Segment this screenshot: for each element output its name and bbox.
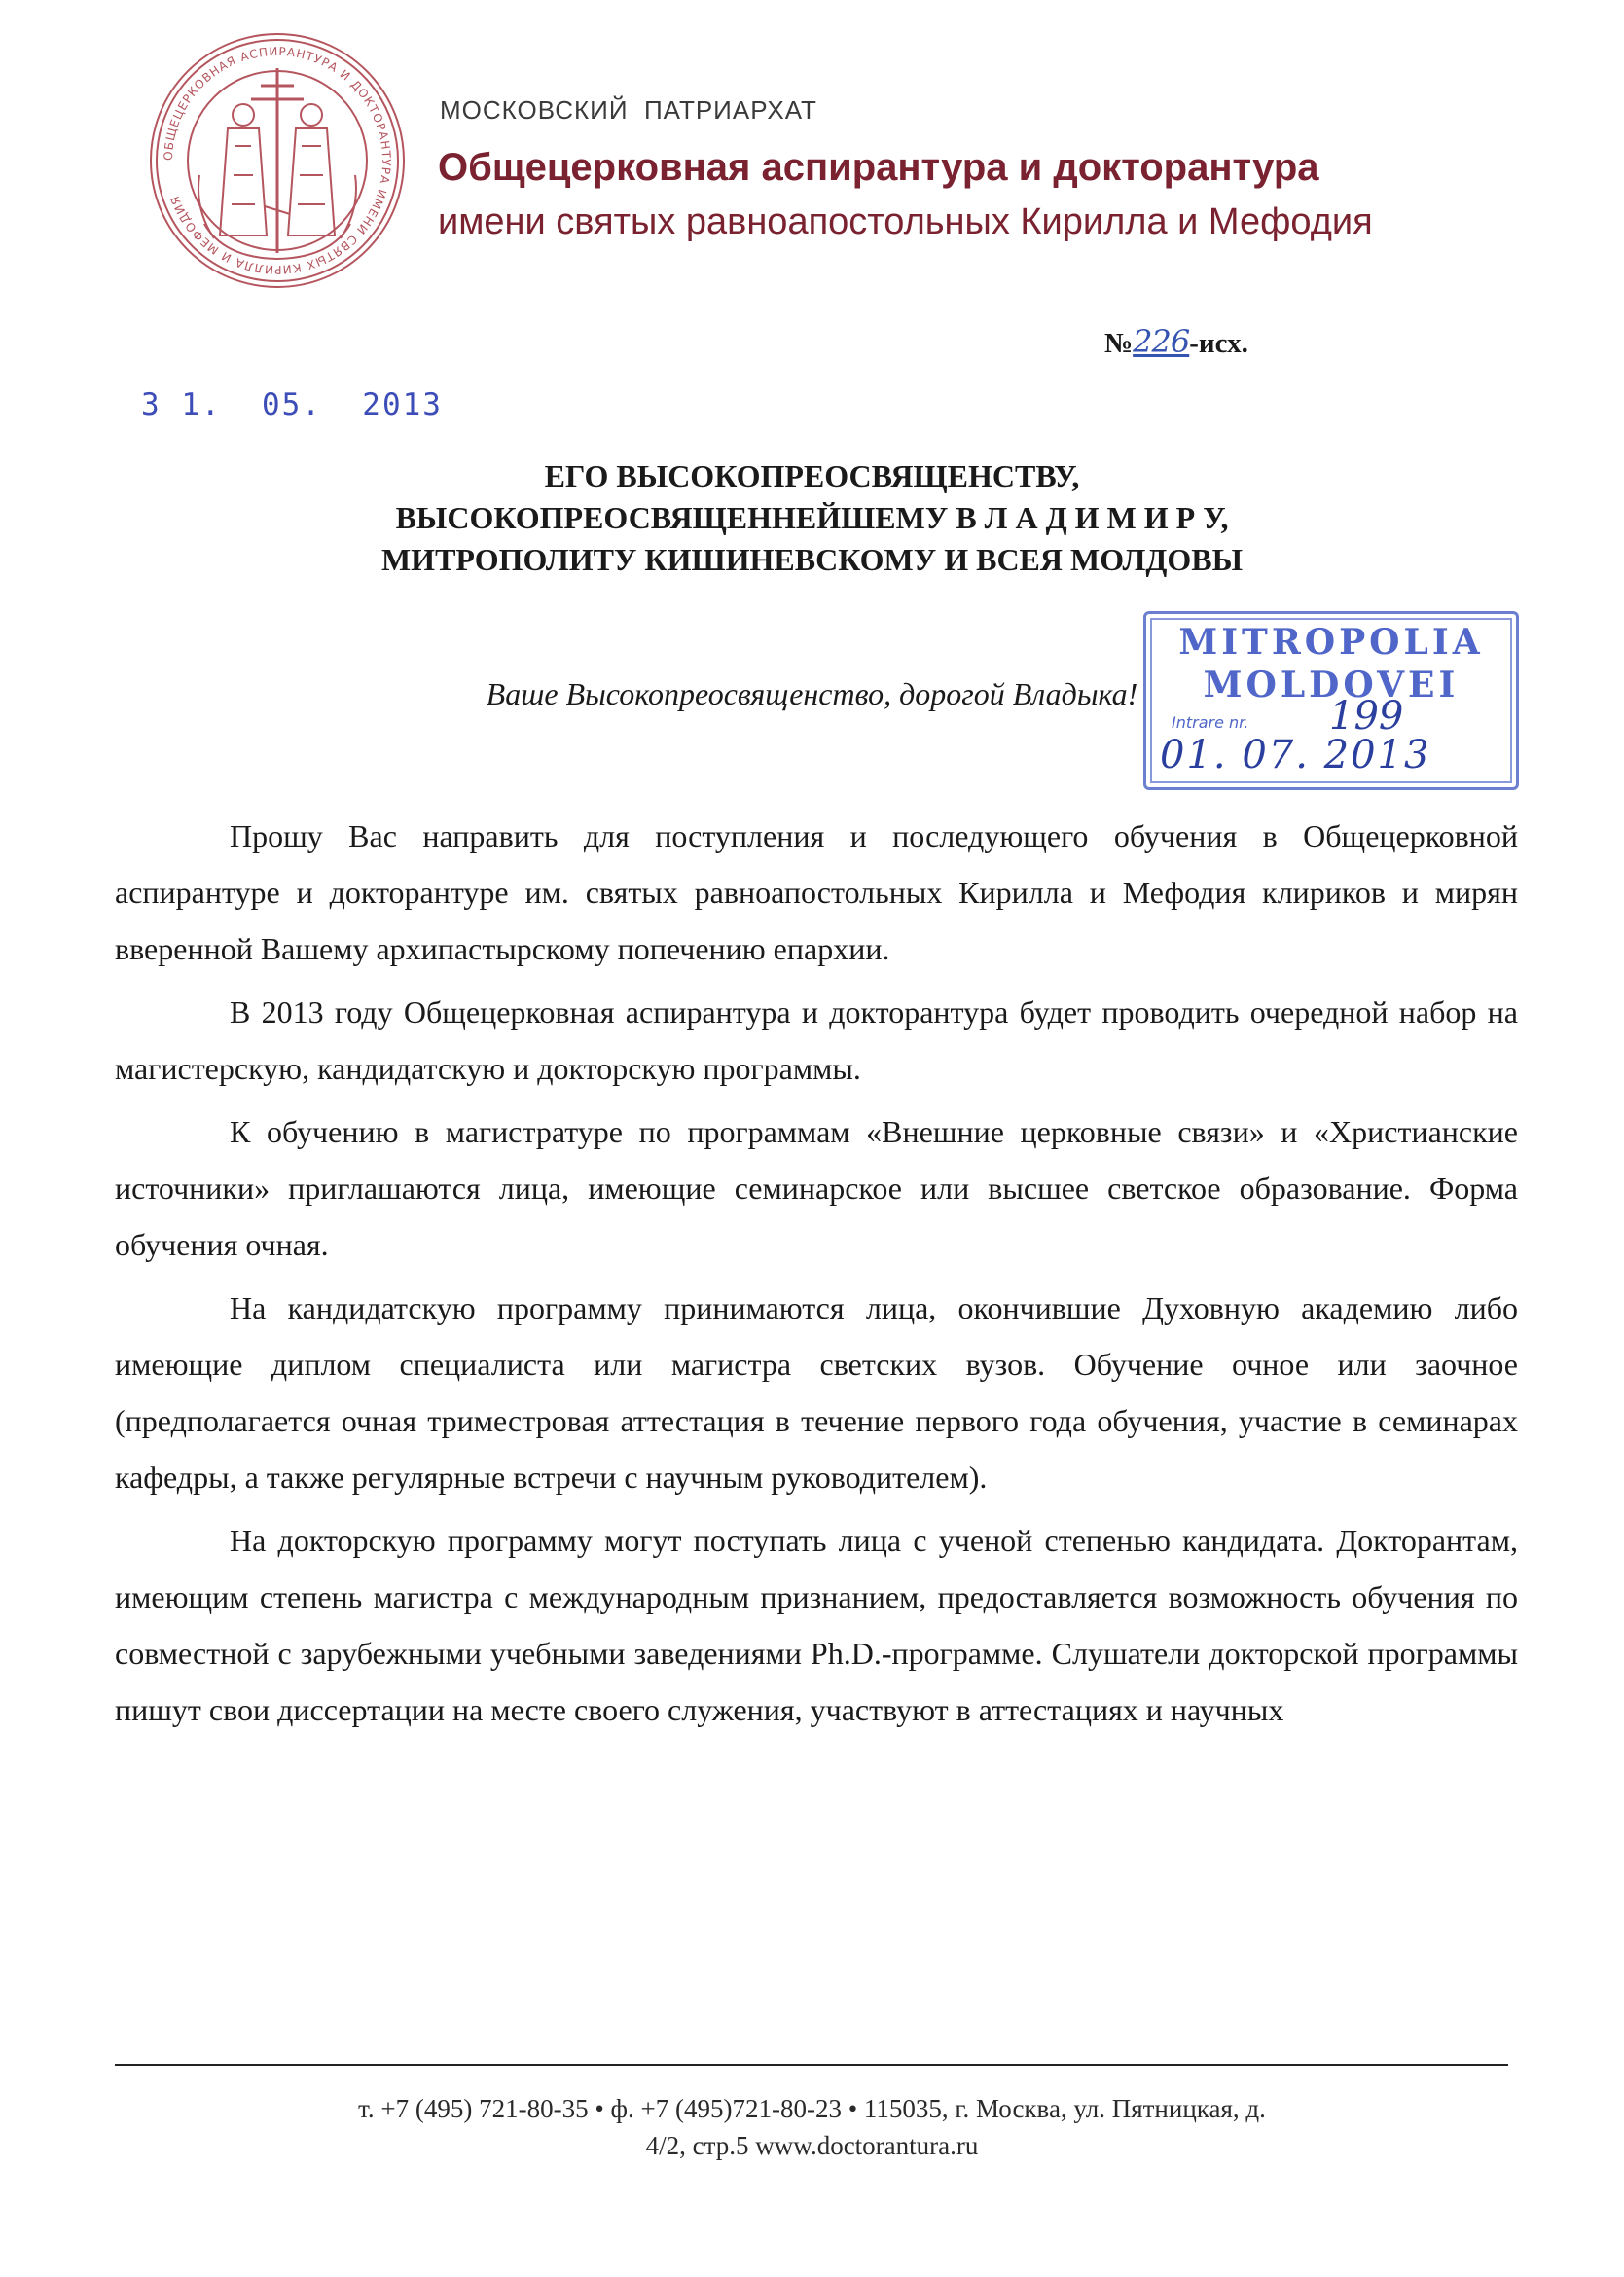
stamp-title-line1: MITROPOLIA [1178,622,1484,663]
organization-subtitle: имени святых равноапостольных Кирилла и Мефодия [438,201,1373,242]
seal-logo [146,29,409,292]
addressee-line: МИТРОПОЛИТУ КИШИНЕВСКОМУ И ВСЕЯ МОЛДОВЫ [380,542,1244,577]
stamp-title-line2: MOLDOVEI [1203,665,1460,705]
body-paragraph: На кандидатскую программу принимаются лица, окончившие Духовную академию либо имеющие диплом специалиста или магистра светских вузов. Обучение очное или заочное (предполагается очная триместровая аттестация в течение первого года обучения, участие в семинарах кафедры, а также регулярные встречи с научным руководителем). [115,1290,1518,1495]
body-paragraph: В 2013 году Общецерковная аспирантура и докторантура будет проводить очередной набор на магистерскую, кандидатскую и докторскую программы. [115,994,1518,1086]
outgoing-number-handwritten: 226 [1133,323,1190,360]
footer-line: 4/2, стр.5 www.doctorantura.ru [645,2131,979,2160]
organization-name: Общецерковная аспирантура и докторантура [438,146,1319,189]
footer-divider [115,2064,1508,2066]
stamp-entry-label: Intrare nr. [1172,713,1249,732]
body-paragraph: На докторскую программу могут поступать лица с ученой степенью кандидата. Докторантам, имеющим степень магистра с международным признанием, предоставляется возможность обучения по совместной с зарубежными учебными заведениями Ph.D.-программе. Слушатели докторской программы пишут свои диссертации на месте своего служения, участвуют в аттестациях и научных [115,1523,1518,1727]
received-stamp [1143,611,1519,790]
letter-body [115,808,1518,1745]
seal-ring-text: ОБЩЕЦЕРКОВНАЯ АСПИРАНТУРА И ДОКТОРАНТУРА ИМЕНИ СВЯТЫХ КИРИЛЛА И МЕФОДИЯ [161,44,394,277]
footer-contacts [0,2090,1624,2164]
outgoing-number [1104,323,1248,360]
body-paragraph: К обучению в магистратуре по программам «Внешние церковные связи» и «Христианские источники» приглашаются лица, имеющие семинарское или высшее светское образование. Форма обучения очная. [115,1114,1518,1262]
body-paragraph: Прошу Вас направить для поступления и последующего обучения в Общецерковной аспирантуре и докторантуре им. святых равноапостольных Кирилла и Мефодия клириков и мирян вверенной Вашему архипастырскому попечению епархии. [115,818,1518,966]
stamp-entry-date: 01. 07. 2013 [1160,733,1431,777]
salutation: Ваше Высокопреосвященство, дорогой Владыка! [486,676,1138,711]
addressee-line: ЕГО ВЫСОКОПРЕОСВЯЩЕНСТВУ, [544,458,1080,493]
patriarchate-heading: МОСКОВСКИЙ ПАТРИАРХАТ [440,95,817,125]
addressee-block [0,455,1624,581]
outgoing-number-suffix: -исх. [1189,328,1248,359]
addressee-line: ВЫСОКОПРЕОСВЯЩЕННЕЙШЕМУ В Л А Д И М И Р У, [395,500,1229,535]
footer-line: т. +7 (495) 721-80-35 • ф. +7 (495)721-80-23 • 115035, г. Москва, ул. Пятницкая, д. [358,2094,1266,2123]
outgoing-number-prefix: № [1104,328,1134,359]
stamp-entry-number: 199 [1329,694,1404,739]
date-stamp: 3 1. 05. 2013 [141,387,443,422]
